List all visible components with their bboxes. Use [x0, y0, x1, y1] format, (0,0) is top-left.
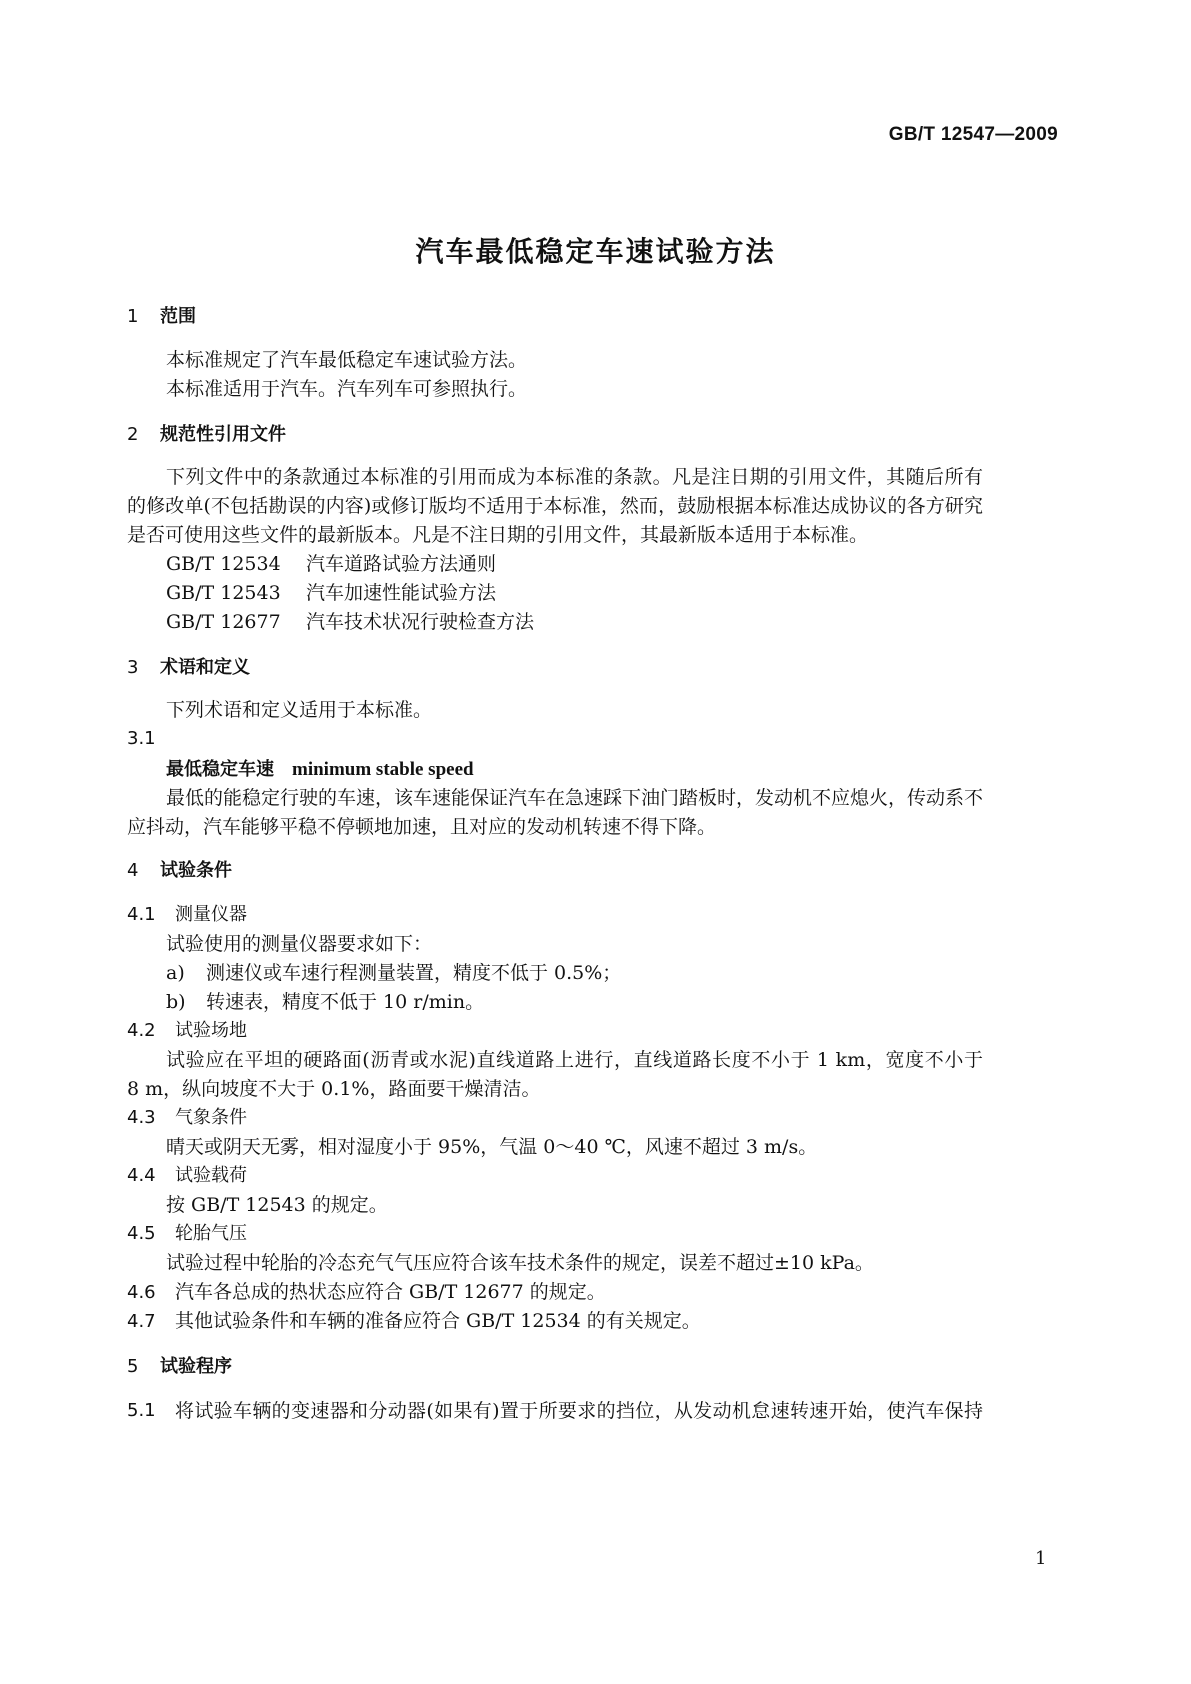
subsection-number: 4.2: [127, 1020, 156, 1041]
paragraph: 试验过程中轮胎的冷态充气气压应符合该车技术条件的规定，误差不超过±10 kPa。: [166, 1252, 874, 1274]
paragraph: 试验使用的测量仪器要求如下：: [166, 933, 433, 955]
subsection-number: 4.3: [127, 1107, 156, 1128]
list-marker: a): [166, 962, 185, 984]
section-title: 试验条件: [160, 860, 232, 881]
section-number: 4: [127, 860, 139, 881]
term-entry: [166, 756, 474, 783]
reference-code: GB/T 12677: [166, 611, 281, 633]
paragraph: 本标准规定了汽车最低稳定车速试验方法。: [166, 349, 528, 371]
subsection-title: 测量仪器: [175, 904, 247, 925]
subsection-title: 轮胎气压: [175, 1223, 247, 1244]
standard-code: GB/T 12547—2009: [888, 124, 1058, 145]
subsection-text: 其他试验条件和车辆的准备应符合 GB/T 12534 的有关规定。: [175, 1310, 701, 1332]
list-item: [166, 960, 621, 986]
section-number: 3: [127, 657, 139, 678]
section-2-heading: [127, 422, 286, 448]
term-english: minimum stable speed: [292, 759, 474, 780]
section-4-heading: [127, 858, 232, 884]
term-chinese: 最低稳定车速: [166, 759, 274, 780]
list-item: [166, 989, 484, 1015]
section-3-heading: [127, 655, 250, 681]
subsection-4-6: [127, 1279, 606, 1306]
subsection-number: 4.6: [127, 1282, 156, 1303]
subsection-number: 5.1: [127, 1400, 156, 1421]
subsection-number: 4.1: [127, 904, 156, 925]
subsection-5-1: [127, 1398, 983, 1424]
section-title: 术语和定义: [160, 657, 250, 678]
reference-code: GB/T 12534: [166, 553, 281, 575]
page-number: 1: [1035, 1548, 1047, 1569]
term-number: 3.1: [127, 728, 156, 749]
subsection-4-3: [127, 1105, 247, 1131]
paragraph-line: 试验应在平坦的硬路面(沥青或水泥)直线道路上进行，直线道路长度不小于 1 km，宽度不小于: [166, 1049, 983, 1071]
subsection-number: 4.4: [127, 1165, 156, 1186]
reference-title: 汽车加速性能试验方法: [306, 582, 497, 604]
subsection-title: 试验载荷: [175, 1165, 247, 1186]
reference-title: 汽车道路试验方法通则: [306, 553, 497, 575]
subsection-text: 将试验车辆的变速器和分动器(如果有)置于所要求的挡位，从发动机怠速转速开始，使汽车保持: [175, 1400, 983, 1422]
definition-line: 最低的能稳定行驶的车速，该车速能保证汽车在急速踩下油门踏板时，发动机不应熄火，传动系不: [166, 787, 984, 809]
paragraph: 晴天或阴天无雾，相对湿度小于 95%，气温 0～40 ℃，风速不超过 3 m/s。: [166, 1136, 818, 1158]
section-number: 5: [127, 1356, 139, 1377]
section-5-heading: [127, 1354, 232, 1380]
reference-title: 汽车技术状况行驶检查方法: [306, 611, 535, 633]
section-number: 2: [127, 424, 139, 445]
paragraph: 下列术语和定义适用于本标准。: [166, 699, 433, 721]
list-marker: b): [166, 991, 186, 1013]
reference-item: [166, 609, 534, 635]
subsection-number: 4.5: [127, 1223, 156, 1244]
subsection-text: 汽车各总成的热状态应符合 GB/T 12677 的规定。: [175, 1281, 606, 1303]
document-title: 汽车最低稳定车速试验方法: [415, 235, 776, 268]
subsection-4-2: [127, 1018, 247, 1044]
subsection-number: 4.7: [127, 1311, 156, 1332]
list-text: 测速仪或车速行程测量装置，精度不低于 0.5%；: [206, 962, 622, 984]
subsection-4-5: [127, 1221, 247, 1247]
paragraph-line: 是否可使用这些文件的最新版本。凡是不注日期的引用文件，其最新版本适用于本标准。: [127, 524, 869, 546]
reference-code: GB/T 12543: [166, 582, 281, 604]
paragraph-line: 的修改单(不包括勘误的内容)或修订版均不适用于本标准，然而，鼓励根据本标准达成协议的各方研究: [127, 495, 983, 517]
section-title: 试验程序: [160, 1356, 232, 1377]
section-title: 范围: [160, 306, 196, 327]
paragraph-line: 下列文件中的条款通过本标准的引用而成为本标准的条款。凡是注日期的引用文件，其随后所有: [166, 466, 983, 488]
section-title: 规范性引用文件: [160, 424, 286, 445]
definition-line: 应抖动，汽车能够平稳不停顿地加速，且对应的发动机转速不得下降。: [127, 816, 717, 838]
section-1-heading: [127, 304, 196, 330]
paragraph: 按 GB/T 12543 的规定。: [166, 1194, 388, 1216]
paragraph: 本标准适用于汽车。汽车列车可参照执行。: [166, 378, 528, 400]
subsection-4-7: [127, 1308, 701, 1335]
list-text: 转速表，精度不低于 10 r/min。: [206, 991, 485, 1013]
reference-item: [166, 551, 496, 577]
subsection-title: 试验场地: [175, 1020, 247, 1041]
subsection-4-4: [127, 1163, 247, 1189]
section-number: 1: [127, 306, 139, 327]
subsection-4-1: [127, 902, 247, 928]
reference-item: [166, 580, 496, 606]
subsection-title: 气象条件: [175, 1107, 247, 1128]
paragraph-line: 8 m，纵向坡度不大于 0.1%，路面要干燥清洁。: [127, 1078, 541, 1100]
